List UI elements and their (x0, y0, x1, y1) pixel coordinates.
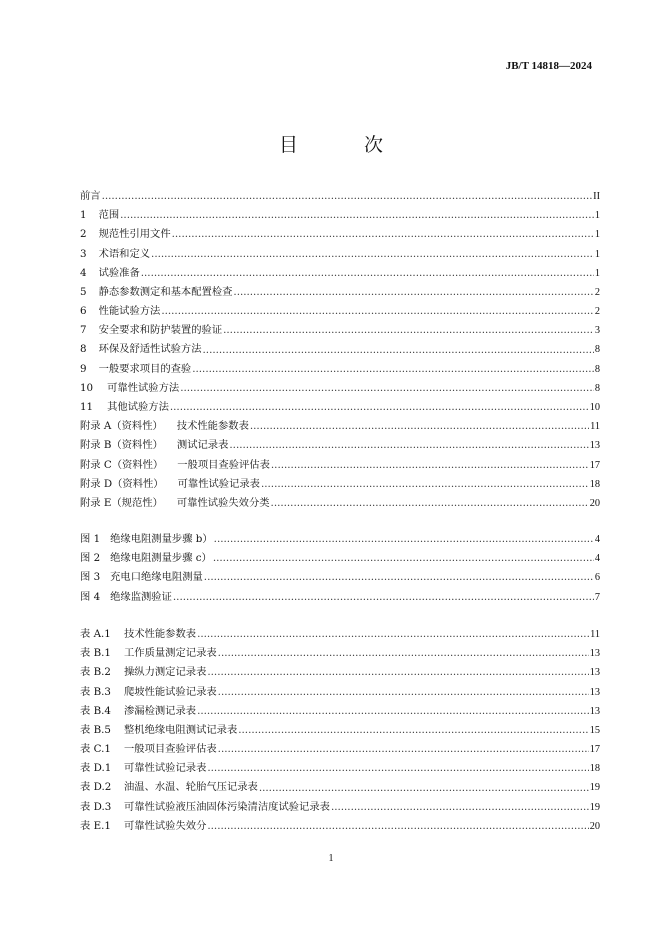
toc-entry-label: 爬坡性能试验记录表 (124, 685, 217, 698)
toc-entry[interactable] (80, 663, 600, 682)
toc-entry[interactable] (80, 341, 600, 360)
toc-entry[interactable] (80, 264, 600, 283)
toc-entry-label: 一般项目查验评估表 (177, 458, 270, 471)
toc-entry-number: 图 4 (80, 590, 101, 603)
toc-entry-label: 可靠性试验方法 (107, 381, 180, 394)
dot-leader (180, 379, 594, 398)
toc-entry-label: 测试记录表 (176, 439, 229, 452)
toc-entry-number: 图 1 (80, 532, 101, 545)
toc-entry-number: 表 B.2 (80, 666, 111, 679)
dot-leader (102, 187, 593, 206)
toc-entry-page: 18 (589, 478, 600, 490)
toc-entry-page: 17 (589, 744, 600, 756)
dot-leader (259, 779, 589, 798)
toc-entry[interactable] (80, 568, 600, 587)
dot-leader (197, 625, 589, 644)
toc-entry-label: 渗漏检测记录表 (124, 704, 197, 717)
toc-entry-number: 8 (80, 343, 87, 356)
toc-entry-label: 绝缘电阻测量步骤 b） (110, 532, 213, 545)
toc-entry-label: 静态参数测定和基本配置检查 (98, 285, 233, 298)
toc-entry-label: 绝缘电阻测量步骤 c） (110, 552, 212, 565)
toc-entry[interactable] (80, 798, 600, 817)
toc-entry-label: 整机绝缘电阻测试记录表 (124, 723, 238, 736)
toc-entry-page: 1 (594, 248, 600, 260)
toc-entry-page: 7 (594, 591, 600, 603)
toc-entry-label: 规范性引用文件 (98, 228, 171, 241)
dot-leader (218, 644, 589, 663)
toc-entry[interactable] (80, 494, 600, 513)
toc-entry-page: 13 (589, 648, 600, 660)
toc-entry-number: 7 (80, 324, 87, 337)
toc-entry-page: 19 (589, 782, 600, 794)
toc-entry-number: 图 3 (80, 571, 101, 584)
dot-leader (172, 225, 594, 244)
toc-entry[interactable] (80, 817, 600, 836)
toc-entry-number: 表 D.3 (80, 800, 112, 813)
toc-entry-label: 环保及舒适性试验方法 (98, 343, 202, 356)
toc-entry-label: 安全要求和防护装置的验证 (98, 324, 223, 337)
toc-entry-number: 附录 B（资料性） (80, 439, 163, 452)
toc-entry-label: 试验准备 (98, 266, 140, 279)
toc-entry-label: 可靠性试验失效分 (124, 819, 207, 832)
toc-entry-page: 11 (590, 421, 600, 433)
toc-entry-label: 术语和定义 (98, 247, 151, 260)
dot-leader (141, 264, 594, 283)
dot-leader (271, 456, 589, 475)
toc-entry-number: 表 B.4 (80, 704, 111, 717)
toc-entry[interactable] (80, 360, 600, 379)
toc-entry[interactable] (80, 206, 600, 225)
toc-entry-label: 可靠性试验液压油固体污染清洁度试验记录表 (124, 800, 330, 813)
toc-entry[interactable] (80, 530, 600, 549)
toc-entry-page: 17 (589, 459, 600, 471)
standard-number: JB/T 14818—2024 (505, 60, 592, 72)
toc-entry-page: 8 (594, 363, 600, 375)
toc-entry-page: 13 (589, 686, 600, 698)
toc-entry[interactable] (80, 436, 600, 455)
toc-entry-label: 操纵力测定记录表 (124, 666, 207, 679)
toc-entry-page: 6 (594, 572, 600, 584)
toc-entry-label: 性能试验方法 (98, 305, 161, 318)
toc-entry-number: 6 (80, 305, 87, 318)
toc-entry-number: 4 (80, 266, 87, 279)
toc-entry-label: 可靠性试验失效分类 (176, 496, 270, 509)
toc-entry-label: 前言 (80, 189, 101, 202)
toc-entry-page: 10 (589, 402, 600, 414)
toc-entry-number: 表 B.3 (80, 685, 111, 698)
dot-leader (261, 475, 589, 494)
dot-leader (207, 817, 588, 836)
toc-entry[interactable] (80, 779, 600, 798)
dot-leader (197, 702, 589, 721)
dot-leader (207, 663, 588, 682)
toc-entry[interactable] (80, 625, 600, 644)
toc-figures (80, 530, 600, 607)
toc-entry-label: 油温、水温、轮胎气压记录表 (124, 781, 258, 794)
toc-entry-page: 13 (589, 440, 600, 452)
toc-entry[interactable] (80, 683, 600, 702)
toc-entry[interactable] (80, 302, 600, 321)
dot-leader (250, 417, 589, 436)
toc-entry-label: 一般项目查验评估表 (124, 743, 217, 756)
toc-entry-label: 绝缘监测验证 (110, 590, 172, 603)
toc-entry[interactable] (80, 417, 600, 436)
toc-entry-page: 20 (589, 820, 600, 832)
page-number: 1 (328, 853, 334, 864)
toc-entry-number: 表 C.1 (80, 743, 111, 756)
dot-leader (203, 341, 594, 360)
toc-entry-number: 表 B.5 (80, 723, 111, 736)
toc-entry-label: 可靠性试验记录表 (177, 477, 260, 490)
toc-entry-number: 5 (80, 285, 87, 298)
page-title: 目 次 (278, 134, 414, 156)
toc-entry-number: 2 (80, 228, 87, 241)
toc-entry-number: 附录 E（规范性） (80, 496, 163, 509)
dot-leader (214, 530, 594, 549)
toc-entry-number: 表 A.1 (80, 627, 111, 640)
toc-entry-number: 表 B.1 (80, 647, 111, 660)
toc-entry-label: 技术性能参数表 (176, 420, 249, 433)
toc-entry-number: 表 D.1 (80, 762, 112, 775)
toc-entry-page: 13 (589, 705, 600, 717)
toc-entry-page: 2 (594, 306, 600, 318)
toc-entry-label: 其他试验方法 (107, 401, 169, 414)
toc-entry-number: 附录 A（资料性） (80, 420, 163, 433)
toc-entry-number: 11 (80, 401, 94, 414)
toc-entry-number: 9 (80, 362, 87, 375)
dot-leader (192, 360, 594, 379)
dot-leader (238, 721, 588, 740)
toc-entry-label: 技术性能参数表 (124, 627, 197, 640)
toc-entry-page: 1 (594, 267, 600, 279)
toc-entry[interactable] (80, 644, 600, 663)
toc-entry-number: 3 (80, 247, 87, 260)
toc-entry-label: 工作质量测定记录表 (124, 647, 217, 660)
toc-tables (80, 625, 600, 836)
toc-entry-page: 18 (589, 763, 600, 775)
toc-entry-page: 11 (590, 628, 600, 640)
toc-entry-page: 3 (594, 325, 600, 337)
dot-leader (218, 740, 589, 759)
dot-leader (271, 494, 589, 513)
toc-entry-page: 4 (594, 533, 600, 545)
toc-entry-page: 1 (594, 210, 600, 222)
toc-entry-page: 2 (594, 286, 600, 298)
toc-entry-number: 1 (80, 209, 87, 222)
toc-entry-page: 1 (594, 229, 600, 241)
toc-entry[interactable] (80, 398, 600, 417)
toc-entry-number: 图 2 (80, 552, 101, 565)
dot-leader (229, 436, 588, 455)
toc-entry-page: 19 (589, 801, 600, 813)
toc-entry[interactable] (80, 588, 600, 607)
toc-entry[interactable] (80, 456, 600, 475)
toc-entry-page: 4 (594, 553, 600, 565)
dot-leader (204, 568, 594, 587)
dot-leader (161, 302, 594, 321)
dot-leader (331, 798, 589, 817)
toc-entry-label: 一般要求项目的查验 (98, 362, 192, 375)
dot-leader (120, 206, 594, 225)
toc-entry-number: 附录 D（资料性） (80, 477, 164, 490)
toc-entry[interactable] (80, 283, 600, 302)
toc-entry-page: 8 (594, 344, 600, 356)
toc-entry[interactable] (80, 475, 600, 494)
toc-entry-page: 13 (589, 667, 600, 679)
toc-entry-page: 20 (589, 497, 600, 509)
dot-leader (218, 683, 589, 702)
toc-main (80, 187, 600, 513)
toc-entry-number: 表 D.2 (80, 781, 112, 794)
toc-entry-page: 15 (589, 724, 600, 736)
dot-leader (151, 245, 594, 264)
dot-leader (223, 321, 594, 340)
toc-entry[interactable] (80, 759, 600, 778)
toc-entry[interactable] (80, 740, 600, 759)
toc-entry-label: 可靠性试验记录表 (124, 762, 207, 775)
toc-entry-label: 范围 (98, 209, 120, 222)
dot-leader (173, 588, 594, 607)
toc-entry-number: 附录 C（资料性） (80, 458, 164, 471)
toc-entry[interactable] (80, 379, 600, 398)
dot-leader (170, 398, 589, 417)
toc-entry[interactable] (80, 702, 600, 721)
toc-entry[interactable] (80, 245, 600, 264)
toc-entry-page: 8 (594, 382, 600, 394)
dot-leader (207, 759, 588, 778)
toc-entry-number: 10 (80, 381, 94, 394)
toc-entry[interactable] (80, 321, 600, 340)
dot-leader (213, 549, 594, 568)
toc-entry[interactable] (80, 721, 600, 740)
toc-entry-page: II (593, 190, 600, 202)
toc-entry-label: 充电口绝缘电阻测量 (110, 571, 203, 584)
toc-entry-number: 表 E.1 (80, 819, 111, 832)
toc-entry[interactable] (80, 549, 600, 568)
dot-leader (233, 283, 593, 302)
toc-entry[interactable] (80, 187, 600, 206)
toc-entry[interactable] (80, 225, 600, 244)
